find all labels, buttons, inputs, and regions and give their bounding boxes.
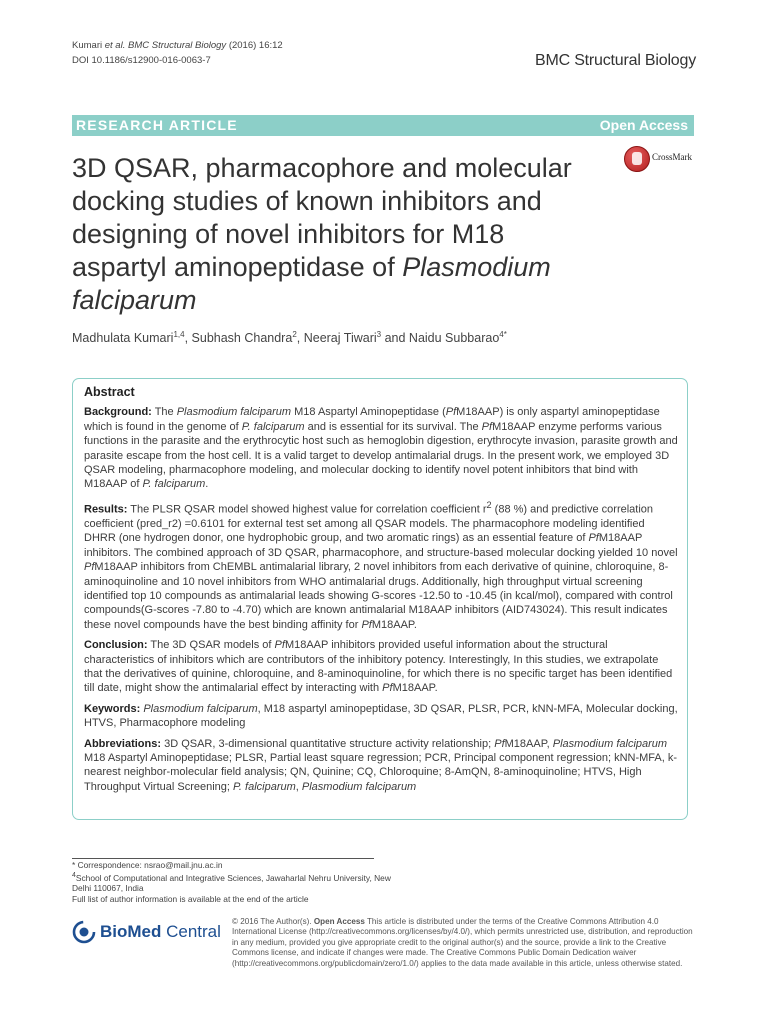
abstract-results xyxy=(84,498,678,632)
crossmark-badge[interactable] xyxy=(624,146,704,172)
footnotes xyxy=(72,860,392,904)
text-run: , xyxy=(295,780,302,793)
author-name[interactable]: Subhash Chandra xyxy=(191,331,293,346)
doi-link[interactable]: DOI 10.1186/s12900-016-0063-7 xyxy=(72,55,211,66)
italic-run: Pf xyxy=(588,532,599,545)
text-run: (88 %) and predictive correlation coefficient (pred_r2) =0.6101 for external test set among all QSAR models. The pharmacophore modeling identified DHRR (one hydrogen donor, one hydrophobic group, and two aromatic rings) as an essential feature of xyxy=(84,503,654,545)
text-run: M18AAP inhibitors. The combined approach of 3D QSAR, pharmacophore, and structure-based molecular docking yielded 10 novel xyxy=(84,532,678,559)
author-name[interactable]: Neeraj Tiwari xyxy=(303,331,377,346)
title-line-3: designing of novel inhibitors for M18 xyxy=(72,219,505,249)
abstract-conclusion xyxy=(84,638,678,696)
author-separator: and xyxy=(381,331,409,346)
text-run: M18AAP inhibitors provided useful information about the structural characteristics of inhibitors which are contributors of the inhibitory potency. Interestingly, In this studies, we extrapolate that the derivatives of quinine, chloroquine, and 8-aminoquinoline, for which there is no specific target has been identified till date, might show the antimalarial effect by interacting with xyxy=(84,639,673,695)
text-run: M18 Aspartyl Aminopeptidase; PLSR, Partial least square regression; PCR, Principal component regression; kNN-MFA, k-nearest neighbor-molecular field analysis; QN, Quinine; CQ, Chloroquine; 8-AmQN, 8-aminoquinoline; HTVS, High Throughput Virtual Screening; xyxy=(84,752,678,793)
author-info-note: Full list of author information is available at the end of the article xyxy=(72,893,309,904)
keywords-label: Keywords: xyxy=(84,702,141,715)
open-access-label: Open Access xyxy=(599,117,688,133)
crossmark-label: CrossMark xyxy=(652,152,692,162)
italic-run: Pf xyxy=(445,406,457,419)
italic-run: Plasmodium falciparum xyxy=(552,737,668,750)
biomed-central-swirl-icon xyxy=(72,920,96,944)
title-line-2: docking studies of known inhibitors and xyxy=(72,186,542,216)
abbreviations-label: Abbreviations: xyxy=(84,737,162,750)
text-run: . xyxy=(205,478,209,491)
text-run: The PLSR QSAR model showed highest value for correlation coefficient r xyxy=(127,503,487,516)
italic-run: Plasmodium falciparum xyxy=(143,702,258,715)
italic-run: Pf xyxy=(84,561,95,574)
license-statement xyxy=(232,917,700,969)
text-run: M18AAP. xyxy=(371,618,417,631)
superscript: 2 xyxy=(486,499,492,510)
research-article-label: RESEARCH ARTICLE xyxy=(76,117,238,133)
italic-run: Pf xyxy=(361,618,372,631)
article-title xyxy=(72,152,592,317)
text-run: M18AAP enzyme performs various functions in the parasite and the erythrocytic host such as hemoglobin digestion, erythrocyte invasion, parasite growth and parasite escape from the host cell. It is a valid target to develop antimalarial drugs. In the present work, we employed 3D QSAR modeling, pharmacophore modeling, and molecular docking to identify novel potent inhibitors that bind with M18AAP of xyxy=(84,420,678,491)
citation-volume: (2016) 16:12 xyxy=(226,40,283,51)
text-run: 3D QSAR, 3-dimensional quantitative structure activity relationship; xyxy=(161,737,495,750)
results-label: Results: xyxy=(84,503,128,516)
text-run: The xyxy=(151,406,177,419)
citation-line xyxy=(72,38,283,53)
title-line-4: aspartyl aminopeptidase of xyxy=(72,252,403,282)
footnote-divider xyxy=(72,858,374,859)
abstract-abbreviations xyxy=(84,737,678,795)
italic-run: Pf xyxy=(274,639,285,652)
title-italic-plasmodium: Plasmodium xyxy=(402,252,551,282)
affiliation-note xyxy=(72,871,392,894)
italic-run: Pf xyxy=(481,420,493,433)
citation-etal: et al. xyxy=(104,40,126,51)
author-affiliation: 4* xyxy=(499,330,507,339)
license-open-access: Open Access xyxy=(313,917,365,926)
biomed-central-logo[interactable] xyxy=(72,920,222,948)
citation-author: Kumari xyxy=(72,40,103,51)
background-label: Background: xyxy=(84,406,152,419)
citation-journal: BMC Structural Biology xyxy=(127,40,227,51)
abstract-background xyxy=(84,405,678,491)
journal-name: BMC Structural Biology xyxy=(535,52,696,69)
text-run: M18 Aspartyl Aminopeptidase ( xyxy=(291,406,446,419)
article-type-banner xyxy=(72,115,694,136)
affiliation-text: School of Computational and Integrative Sciences, Jawaharlal Nehru University, New Delhi 110067, India xyxy=(72,872,391,893)
italic-run: P. falciparum xyxy=(142,478,206,491)
crossmark-icon xyxy=(624,146,650,172)
italic-run: P. falciparum xyxy=(241,420,305,433)
italic-run: Pf xyxy=(382,682,393,695)
text-run: M18AAP. xyxy=(392,682,438,695)
abstract-heading: Abstract xyxy=(84,385,135,399)
text-run: M18AAP inhibitors from ChEMBL antimalarial library, 2 novel inhibitors from each derivative of quinine, chloroquine, 8-aminoquinoline and 10 novel inhibitors from WHO antimalarial drugs. Additionally, high throughput virtual screening identified top 10 compounds as antimalarial leads showing G-scores -12.50 to -10.45 (in kcal/mol), compared with control compounds(G-scores -7.80 to -4.70) which are known antimalarial M18AAP inhibitors (AID743024). This result indicates these novel compounds have the best binding affinity for xyxy=(84,561,673,631)
text-run: M18AAP, xyxy=(504,737,553,750)
biomed-central-wordmark xyxy=(100,922,221,942)
italic-run: Pf xyxy=(494,737,505,750)
title-line-1: 3D QSAR, pharmacophore and molecular xyxy=(72,153,572,183)
text-run: M18AAP) is only aspartyl aminopeptidase which is found in the genome of xyxy=(84,406,660,433)
abstract-content xyxy=(84,385,678,800)
license-text: This article is distributed under the terms of the Creative Commons Attribution 4.0 International License (http://creativecommons.org/licenses/by/4.0/), which permits unrestricted use, distribution, and reproduction in any medium, provided you give appropriate credit to the original author(s) and the source, provide a link to the Creative Commons license, and indicate if changes were made. The Creative Commons Public Domain Dedication waiver (http://creativecommons.org/publicdomain/zero/1.0/) applies to the data made available in this article, unless otherwise stated. xyxy=(232,917,693,968)
conclusion-label: Conclusion: xyxy=(84,639,148,652)
author-list xyxy=(72,330,507,345)
italic-run: P. falciparum xyxy=(233,780,296,793)
author-separator: , xyxy=(296,331,304,346)
abstract-box xyxy=(72,378,688,820)
wordmark-biomed: BioMed xyxy=(100,922,162,941)
header-citation xyxy=(72,38,283,68)
author-name[interactable]: Madhulata Kumari xyxy=(72,331,174,346)
author-affiliation: 3 xyxy=(376,330,382,339)
italic-run: Plasmodium falciparum xyxy=(176,406,292,419)
text-run: , M18 aspartyl aminopeptidase, 3D QSAR, PLSR, PCR, kNN-MFA, Molecular docking, HTVS, Pharmacophore modeling xyxy=(84,702,678,730)
author-affiliation: 1,4 xyxy=(173,330,185,339)
license-prefix: © 2016 The Author(s). xyxy=(232,917,314,926)
text-run: The 3D QSAR models of xyxy=(147,639,275,652)
wordmark-central: Central xyxy=(161,922,221,941)
text-run: and is essential for its survival. The xyxy=(304,420,482,433)
author-name[interactable]: Naidu Subbarao xyxy=(408,331,500,346)
affiliation-sup: 4 xyxy=(72,871,76,879)
author-separator: , xyxy=(184,331,192,346)
correspondence-email[interactable]: * Correspondence: nsrao@mail.jnu.ac.in xyxy=(72,860,223,870)
title-italic-falciparum: falciparum xyxy=(72,285,197,315)
author-affiliation: 2 xyxy=(292,330,297,339)
italic-run: Plasmodium falciparum xyxy=(301,780,417,793)
abstract-keywords xyxy=(84,702,678,731)
